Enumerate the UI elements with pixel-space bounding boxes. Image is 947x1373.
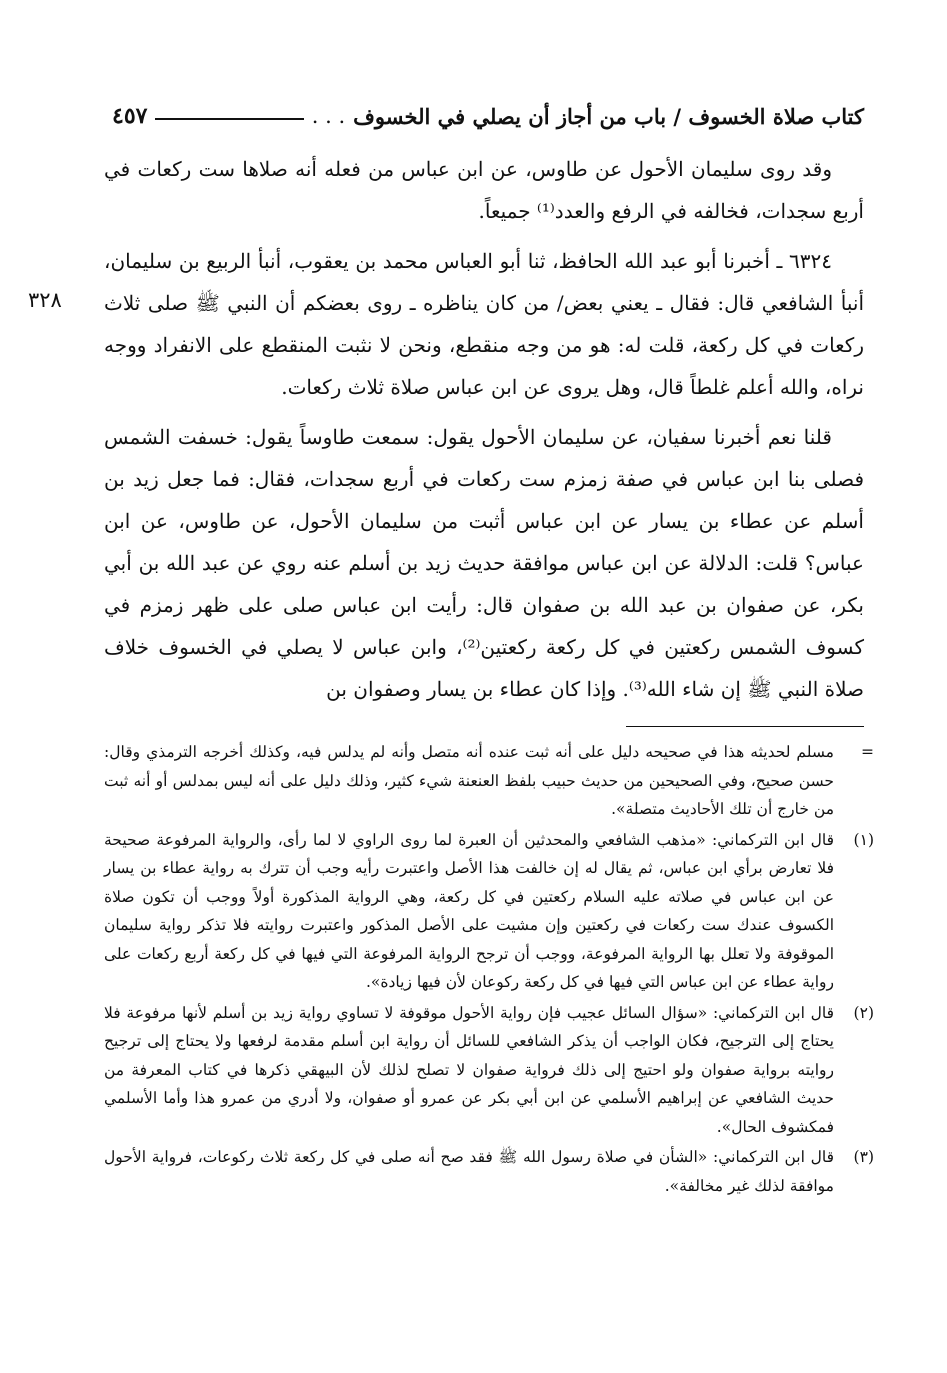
footnote	[104, 826, 874, 997]
footnote	[104, 1143, 874, 1200]
footnote-text: قال ابن التركماني: «الشأن في صلاة رسول الله ﷺ فقد صح أنه صلى في كل ركعة ثلاث ركوعات، فرواية الأحول موافقة لذلك غير مخالفة».	[104, 1148, 834, 1195]
footnote-separator	[626, 726, 864, 727]
header-rule	[155, 118, 303, 120]
footnote-marker: (١)	[853, 830, 874, 849]
paragraph: قلنا نعم أخبرنا سفيان، عن سليمان الأحول يقول: سمعت طاوساً يقول: خسفت الشمس فصلى بنا ابن عباس في صفة زمزم ست ركعات في أربع سجدات، فقال: فما جعل زيد بن أسلم عن عطاء بن يسار عن ابن عباس أثبت من سليمان الأحول، عن طاوس، عن ابن عباس؟ قلت: الدلالة عن ابن عباس موافقة حديث زيد بن أسلم عنه روي عن عبد الله بن أبي بكر، عن صفوان بن عبد الله بن صفوان قال: رأيت ابن عباس صلى على ظهر زمزم في كسوف الشمس ركعتين في كل ركعة ركعتين⁽²⁾، وابن عباس لا يصلي في الخسوف خلاف صلاة النبي ﷺ إن شاء الله⁽³⁾. وإذا كان عطاء بن يسار وصفوان بن	[104, 425, 865, 701]
footnote-marker: (٣)	[853, 1148, 874, 1166]
footnote	[104, 999, 874, 1142]
page-number: ٤٥٧	[112, 103, 148, 129]
footnote-text: مسلم لحديثه هذا في صحيحه دليل على أنه ثبت عنده أنه متصل وأنه لم يدلس فيه، وكذلك أخرجه الترمذي وقال: حسن صحيح، وفي الصحيحين من حديث حبيب بلفظ العنعنة شيء كثير، وذلك دليل على أنه ليس بمدلس أو أنه ثبت من خارج أن تلك الأحاديث متصلة».	[104, 743, 834, 818]
running-header	[112, 96, 864, 136]
margin-page-reference: ٣٢٨	[28, 288, 62, 312]
footnote-text: قال ابن التركماني: «مذهب الشافعي والمحدثين أن العبرة لما روى الراوي لا لما رأى، والرواية المرفوعة صحيحة فلا تعارض برأي ابن عباس، ثم يقال له إن خالفت هذا الأصل واعتبرت رأيه وجب أن تترك به رواية عطاء بن يسار عن ابن عباس في صلاته عليه السلام ركعتين في كل ركعة، وهي الرواية المذكورة أولاً ووجب أن تكون صلاة الكسوف عندك ست ركعات في ركعتين وإن مشيت على الأصل المذكور واعتبرت روايته فلا تذكر رواية سليمان الموقوفة ولا تعلل بها الرواية المرفوعة، ووجب أن ترجح الرواية المرفوعة التي فيها في كل ركعة أربع ركعات على رواية عطاء عن ابن عباس التي فيها في كل ركعة ركوعان لأن فيها زيادة».	[104, 830, 834, 991]
footnotes	[104, 738, 874, 1202]
footnote-marker: (٢)	[853, 1003, 874, 1022]
paragraph: وقد روى سليمان الأحول عن طاوس، عن ابن عباس من فعله أنه صلاها ست ركعات في أربع سجدات، فخالفه في الرفع والعدد⁽¹⁾ جميعاً.	[104, 157, 864, 223]
paragraph: ٦٣٢٤ ـ أخبرنا أبو عبد الله الحافظ، ثنا أبو العباس محمد بن يعقوب، أنبأ الربيع بن سليمان، أنبأ الشافعي قال: فقال ـ يعني بعض/ من كان يناظره ـ روى بعضكم أن النبي ﷺ صلى ثلاث ركعات في كل ركعة، قلت له: هو من وجه منقطع، ونحن لا نثبت المنقطع على الانفراد ووجه نراه، والله أعلم غلطاً قال، وهل يروى عن ابن عباس صلاة ثلاث ركعات.	[104, 249, 864, 399]
chapter-title: كتاب صلاة الخسوف / باب من أجاز أن يصلي في الخسوف	[353, 103, 864, 129]
footnote	[104, 738, 874, 824]
footnote-text: قال ابن التركماني: «سؤال السائل عجيب فإن رواية الأحول موقوفة لا تساوي رواية زيد بن أسلم لأنها مرفوعة فلا يحتاج إلى الترجيح، فكان الواجب أن يذكر الشافعي للسائل أن رواية ابن أسلم مقدمة لرفعها ولا يحتاج إلى ترجيح روايته برواية صفوان ولو احتيج إلى ذلك فرواية صفوان لا تصلح لذلك لأن البيهقي ذكرها في كتاب المعرفة من حديث الشافعي عن إبراهيم الأسلمي عن ابن أبي بكر عن عمرو أو صفوان، ولا أدري من عمرو هذا وأما الأسلمي فمكشوف الحال».	[104, 1003, 834, 1136]
header-ellipsis: . . .	[311, 104, 346, 128]
footnote-marker: =	[861, 743, 874, 761]
main-text	[104, 148, 864, 718]
